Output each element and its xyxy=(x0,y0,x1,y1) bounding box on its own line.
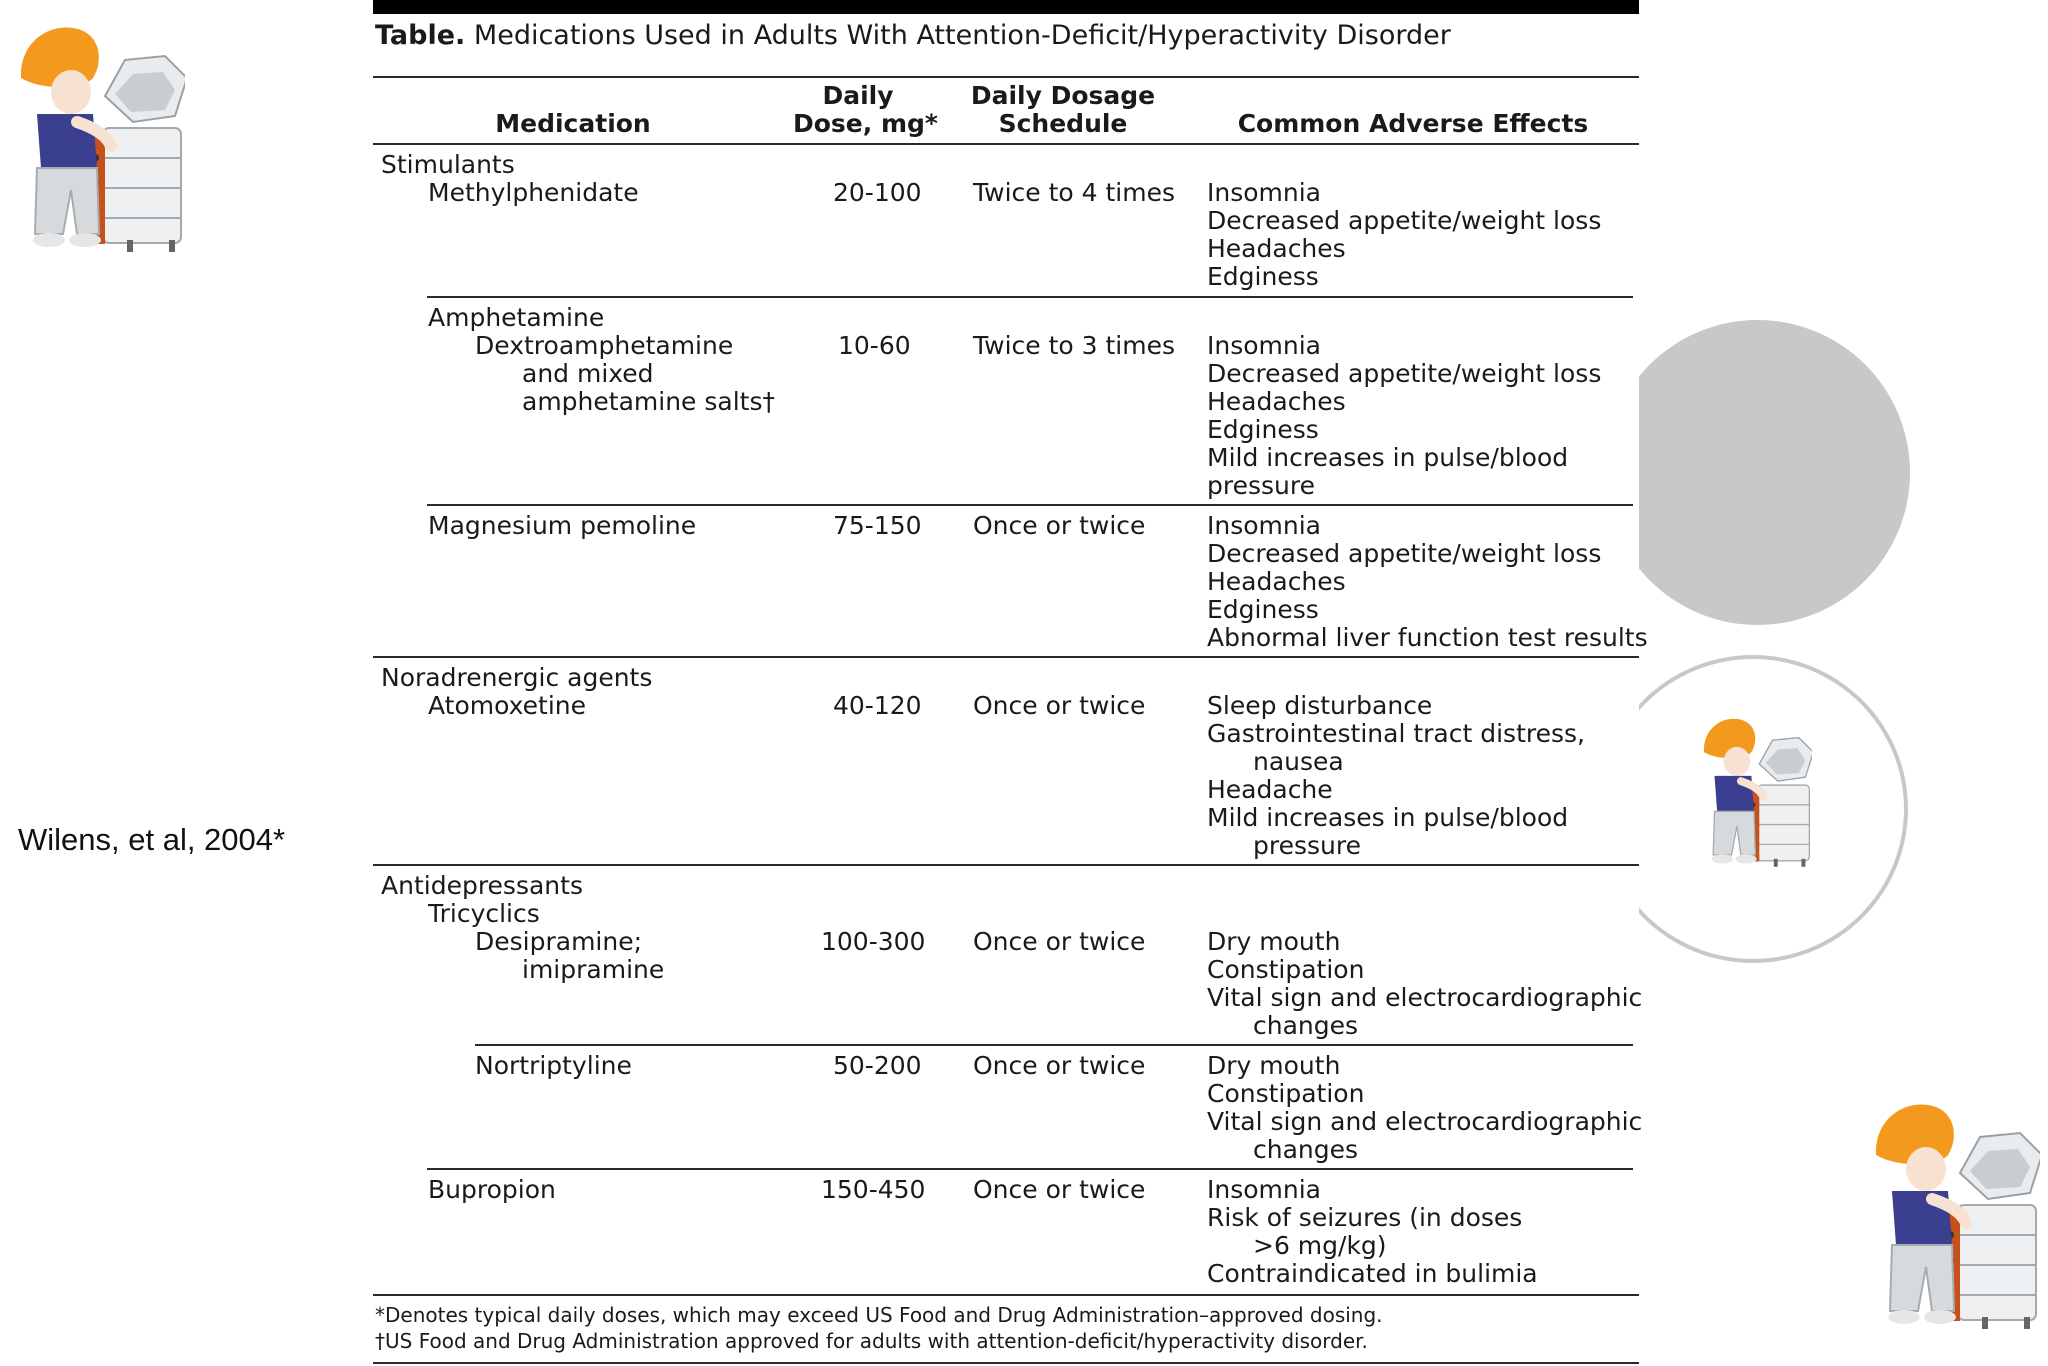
rule-bottom xyxy=(373,1294,1639,1296)
adverse-effect: Dry mouth xyxy=(1207,1051,1341,1080)
adverse-effect: Edginess xyxy=(1207,595,1319,624)
row-divider xyxy=(427,504,1633,506)
group-antidepressants: Antidepressants xyxy=(381,871,583,900)
adverse-effect: Constipation xyxy=(1207,955,1365,984)
adverse-effect: Mild increases in pulse/blood xyxy=(1207,803,1569,832)
medication-name: Nortriptyline xyxy=(475,1051,632,1080)
adverse-effect: Vital sign and electrocardiographic xyxy=(1207,1107,1643,1136)
table-caption xyxy=(375,20,1451,51)
group-noradrenergic: Noradrenergic agents xyxy=(381,663,653,692)
adverse-effect: nausea xyxy=(1253,747,1344,776)
adverse-effect: Insomnia xyxy=(1207,178,1322,207)
decorative-filled-circle xyxy=(1605,320,1910,625)
header-dose-line2: Dose, mg* xyxy=(793,109,938,138)
adverse-effect: Constipation xyxy=(1207,1079,1365,1108)
adverse-effect: Sleep disturbance xyxy=(1207,691,1433,720)
adverse-effect: Edginess xyxy=(1207,415,1319,444)
daily-dose: 75-150 xyxy=(833,511,922,540)
daily-dose: 40-120 xyxy=(833,691,922,720)
adverse-effect: Insomnia xyxy=(1207,511,1322,540)
adverse-effect: Risk of seizures (in doses xyxy=(1207,1203,1523,1232)
dosage-schedule: Once or twice xyxy=(973,927,1146,956)
dosage-schedule: Twice to 4 times xyxy=(973,178,1176,207)
adverse-effect: Insomnia xyxy=(1207,1175,1322,1204)
subgroup-tricyclics: Tricyclics xyxy=(428,899,540,928)
header-dose-line1: Daily xyxy=(822,81,894,110)
adverse-effect: Abnormal liver function test results xyxy=(1207,623,1648,652)
group-stimulants: Stimulants xyxy=(381,150,515,179)
footnote: *Denotes typical daily doses, which may exceed US Food and Drug Administration–approved dosing. xyxy=(375,1303,1383,1327)
rule-top xyxy=(373,76,1639,78)
daily-dose: 20-100 xyxy=(833,178,922,207)
footnote: †US Food and Drug Administration approved for adults with attention-deficit/hyperactivity disorder. xyxy=(375,1329,1368,1353)
adverse-effect: changes xyxy=(1253,1135,1359,1164)
daily-dose: 150-450 xyxy=(821,1175,926,1204)
dosage-schedule: Once or twice xyxy=(973,691,1146,720)
adverse-effect: Headache xyxy=(1207,775,1333,804)
cartoon-figure-icon xyxy=(1870,1095,2040,1330)
rule-header xyxy=(373,143,1639,145)
cartoon-figure-icon xyxy=(1700,712,1812,868)
adverse-effect: Decreased appetite/weight loss xyxy=(1207,359,1602,388)
daily-dose: 50-200 xyxy=(833,1051,922,1080)
adverse-effect: Gastrointestinal tract distress, xyxy=(1207,719,1585,748)
adverse-effect: Decreased appetite/weight loss xyxy=(1207,539,1602,568)
caption-title: Medications Used in Adults With Attention-Deficit/Hyperactivity Disorder xyxy=(473,20,1451,51)
header-adverse-effects: Common Adverse Effects xyxy=(1237,109,1589,138)
medication-name: Dextroamphetamine xyxy=(475,331,734,360)
group-divider xyxy=(373,864,1639,866)
caption-label: Table. xyxy=(375,20,466,51)
adverse-effect: Vital sign and electrocardiographic xyxy=(1207,983,1643,1012)
medication-name: Methylphenidate xyxy=(428,178,639,207)
citation: Wilens, et al, 2004* xyxy=(18,822,286,857)
adverse-effect: Edginess xyxy=(1207,262,1319,291)
table-top-bar xyxy=(373,0,1639,14)
medication-name: Atomoxetine xyxy=(428,691,587,720)
medication-name: and mixed xyxy=(522,359,654,388)
medication-name: amphetamine salts† xyxy=(522,387,775,416)
medication-name: Desipramine; xyxy=(475,927,643,956)
adverse-effect: >6 mg/kg) xyxy=(1253,1231,1387,1260)
adverse-effect: Decreased appetite/weight loss xyxy=(1207,206,1602,235)
medication-table xyxy=(373,0,1648,1366)
header-schedule-line2: Schedule xyxy=(998,109,1128,138)
adverse-effect: Contraindicated in bulimia xyxy=(1207,1259,1538,1288)
row-divider xyxy=(427,296,1633,298)
cartoon-figure-icon xyxy=(15,18,185,253)
dosage-schedule: Once or twice xyxy=(973,1051,1146,1080)
medication-name: Magnesium pemoline xyxy=(428,511,697,540)
row-divider xyxy=(427,1168,1633,1170)
adverse-effect: Mild increases in pulse/blood xyxy=(1207,443,1569,472)
adverse-effect: pressure xyxy=(1253,831,1361,860)
adverse-effect: Headaches xyxy=(1207,567,1346,596)
daily-dose: 10-60 xyxy=(838,331,911,360)
medication-name: Bupropion xyxy=(428,1175,556,1204)
dosage-schedule: Twice to 3 times xyxy=(973,331,1176,360)
dosage-schedule: Once or twice xyxy=(973,1175,1146,1204)
daily-dose: 100-300 xyxy=(821,927,926,956)
medication-parent: Amphetamine xyxy=(428,303,605,332)
header-schedule-line1: Daily Dosage xyxy=(970,81,1156,110)
medication-name: imipramine xyxy=(522,955,665,984)
adverse-effect: Insomnia xyxy=(1207,331,1322,360)
adverse-effect: pressure xyxy=(1207,471,1315,500)
group-divider xyxy=(373,656,1639,658)
header-medication: Medication xyxy=(495,109,651,138)
adverse-effect: changes xyxy=(1253,1011,1359,1040)
adverse-effect: Dry mouth xyxy=(1207,927,1341,956)
row-divider xyxy=(475,1044,1633,1046)
adverse-effect: Headaches xyxy=(1207,387,1346,416)
rule-end xyxy=(373,1362,1639,1364)
dosage-schedule: Once or twice xyxy=(973,511,1146,540)
adverse-effect: Headaches xyxy=(1207,234,1346,263)
